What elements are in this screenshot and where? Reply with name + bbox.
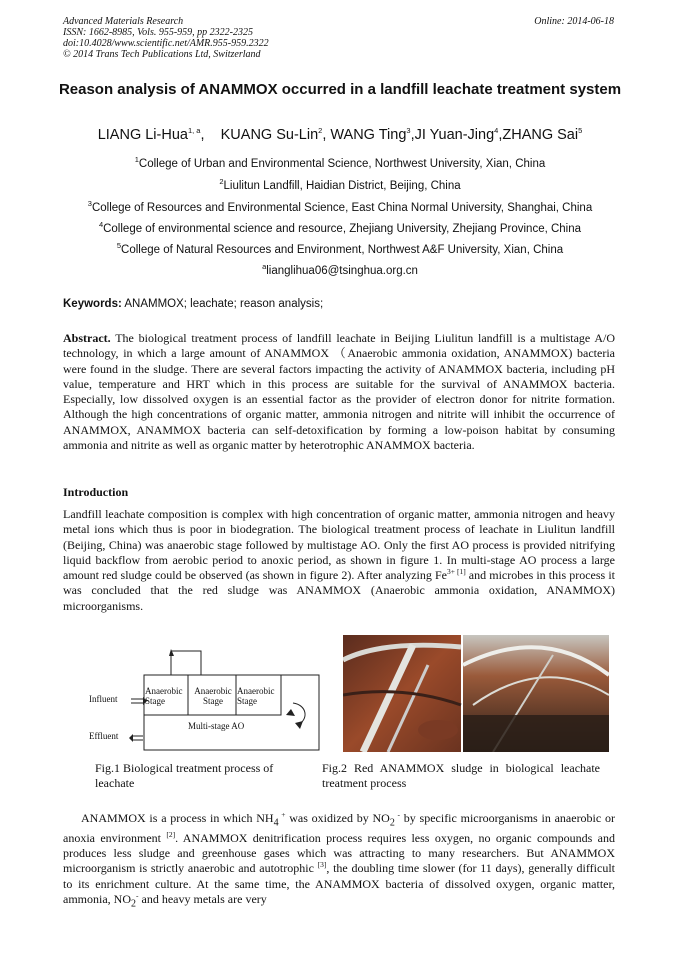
body-paragraph: ANAMMOX is a process in which $NH_4$ + was oxidized by $NO_2$ - by specific microorganisms in anaerobic or anoxia environment [2]. ANAMMOX denitrification process requires less oxygen, no organic compounds and produces less sludge and greenhouse gases which was attracting to many researchers. But ANAMMOX microorganism is strictly anaerobic and autotrophic [3], the doubling time slower (for 11 days), generally difficult to its enrichment culture. At the same time, the ANAMMOX bacteria of dissolved oxygen, organic matter, ammonia, $NO_2^-$ and heavy metals are very (63, 810, 615, 910)
journal-name: Advanced Materials Research (63, 16, 184, 27)
stage-arrowhead (286, 709, 295, 716)
affiliation: $^3$College of Resources and Environmental Science, East China Normal University, Shanghai, China (87, 199, 593, 214)
recycle-line (171, 651, 201, 675)
author: JI Yuan-Jing$^4$, (414, 126, 503, 143)
abstract-label: Abstract. (63, 331, 111, 345)
author-list (40, 127, 640, 143)
stage1-label: Anaerobic Stage (145, 686, 183, 706)
abstract (63, 331, 615, 453)
author: KUANG Su-Lin$^2$, (220, 126, 331, 143)
multistage-label: Multi-stage AO (188, 721, 245, 731)
section-heading-introduction: Introduction (63, 485, 129, 499)
effluent-arrowhead (129, 734, 133, 742)
journal-issn: ISSN: 1662-8985, Vols. 955-959, pp 2322-2325 (63, 27, 253, 38)
affiliation: $^5$College of Natural Resources and Environment, Northwest A&F University, Xian, China (116, 241, 564, 256)
abstract-text: The biological treatment process of landfill leachate in Beijing Liulitun landfill is a multistage A/O technology, in which a large amount of ANAMMOX （Anaerobic ammonia oxidation, ANAMMOX) bacteria were found in the sludge. There are several factors impacting the activity of ANAMMOX bacteria, including pH value, temperature and HRT which in this process are suitable for the survival of ANAMMOX bacteria. Especially, low dissolved oxygen is an essential factor as the provider of electron donor for nitrite formation. Although the high concentrations of organic matter, ammonia nitrogen and nitrite will inhibit the occurrence of ANAMMOX, ANAMMOX bacteria can self-detoxification by forming a low-poison habitat by consuming ammonia and nitrite as well as organic matter by heterotrophic ANAMMOX bacteria. (63, 331, 615, 453)
recycle-curve-arrow (293, 703, 305, 725)
influent-arrow (131, 699, 143, 703)
paper-title: Reason analysis of ANAMMOX occurred in a landfill leachate treatment system (58, 81, 622, 98)
curve-arrowhead (295, 721, 303, 729)
figure2-photos (343, 635, 609, 752)
influent-label: Influent (89, 694, 118, 704)
sludge-photo-left (343, 635, 461, 752)
journal-copyright: © 2014 Trans Tech Publications Ltd, Switzerland (63, 49, 261, 60)
journal-doi: doi:10.4028/www.scientific.net/AMR.955-959.2322 (63, 38, 269, 49)
effluent-arrow (133, 736, 143, 740)
author: ZHANG Sai$^5$ (502, 126, 583, 143)
affiliation: $^1$College of Urban and Environmental Science, Northwest University, Xian, China (134, 155, 546, 170)
figure1-caption: Fig.1 Biological treatment process of leachate (95, 761, 274, 790)
affiliation: $^2$Liulitun Landfill, Haidian District, Beijing, China (219, 177, 461, 192)
journal-header (63, 16, 269, 60)
stage3-label: Anaerobic Stage (237, 686, 275, 706)
affiliation: $^4$College of environmental science and resource, Zhejiang University, Zhejiang Province, China (98, 220, 582, 235)
author: LIANG Li-Hua$^{1, a}$, (97, 126, 217, 143)
keywords: Keywords: ANAMMOX; leachate; reason analysis; (63, 298, 324, 310)
recycle-arrowhead (169, 649, 174, 656)
introduction-paragraph: Landfill leachate composition is complex with high concentration of organic matter, ammonia nitrogen and heavy metal ions which thus is poor in biodegration. The biological treatment process of leachate in Liulitun landfill (Beijing, China) was anaerobic stage followed by multistage AO. Only the first AO process is provided nitrifying liquid backflow from aerobic period to anoxic period, as shown in figure 1. In multi-stage AO process a large amount red sludge could be observed (as shown in figure 2). After analyzing $Fe^{3+ [1]}$ and microbes in this process it was concluded that the red sludge was ANAMMOX (Anaerobic ammonia oxidation, ANAMMOX) microorganisms. (63, 507, 615, 613)
stage2-label: Anaerobic Stage (194, 686, 232, 706)
sludge-photo-right (463, 635, 609, 752)
effluent-label: Effluent (89, 731, 119, 741)
online-date: Online: 2014-06-18 (534, 16, 614, 27)
figure2-caption: Fig.2 Red ANAMMOX sludge in biological leachate treatment process (322, 761, 600, 790)
author-email: $^a$lianglihua06@tsinghua.org.cn (262, 262, 418, 277)
author: WANG Ting$^3$, (330, 126, 415, 143)
